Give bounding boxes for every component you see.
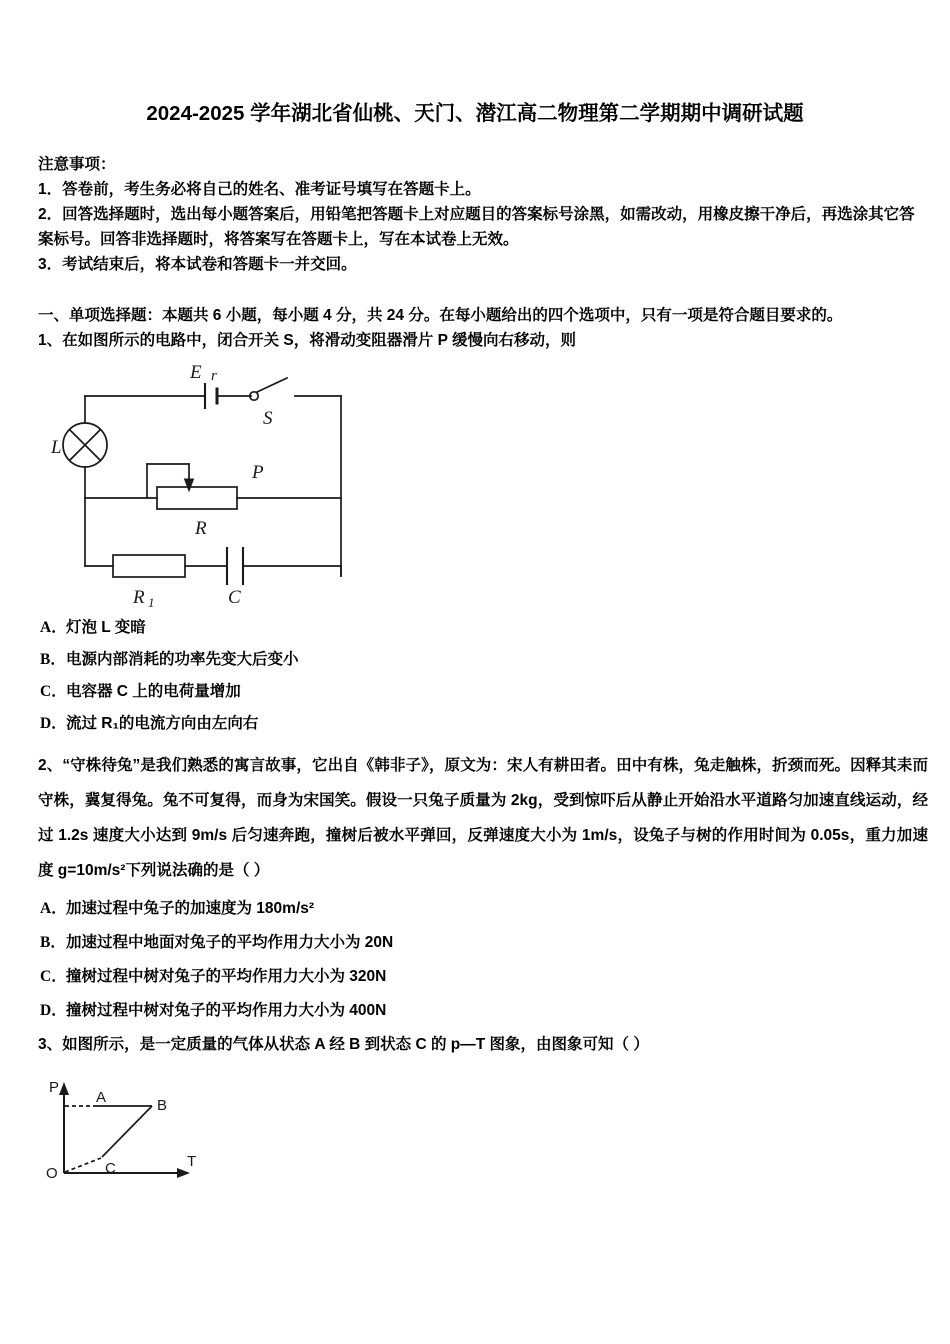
notes-block — [38, 152, 918, 277]
question-3-text: 如图所示，是一定质量的气体从状态 A 经 B 到状态 C 的 p—T 图象，由图象可知（ ） — [62, 1036, 649, 1053]
rheostat-body — [157, 487, 237, 509]
question-2-option-d — [40, 994, 660, 1028]
option-c-label: C． — [40, 683, 67, 700]
option-c-text: 撞树过程中树对兔子的平均作用力大小为 320N — [66, 968, 387, 985]
label-switch: S — [263, 408, 273, 429]
question-1-options — [40, 612, 640, 740]
question-2-option-a — [40, 892, 660, 926]
option-a-label: A． — [40, 900, 67, 917]
section-heading: 一、单项选择题：本题共 6 小题，每小题 4 分，共 24 分。在每小题给出的四个选项中，只有一项是符合题目要求的。 — [38, 307, 843, 324]
switch-blade — [257, 378, 287, 392]
question-1-option-c — [40, 676, 640, 708]
resistor-r1-body — [113, 555, 185, 577]
question-2-text: “守株待兔”是我们熟悉的寓言故事，它出自《韩非子》，原文为：宋人有耕田者。田中有株，兔走触株，折颈而死。因释其耒而守株，冀复得兔。兔不可复得，而身为宋国笑。假设一只兔子质量为 2kg，受到惊吓后从静止开始沿水平道路匀加速直线运动，经过 1.2s 速度大小达到 9m/s 后匀速奔跑，撞树后被水平弹回，反弹速度大小为 1m/s，设兔子与树的作用时间为 0.05s，重力加速度 g=10m/s²下列说法确的是（ ） — [38, 757, 928, 879]
option-d-label: D． — [40, 715, 67, 732]
segment-o-to-c-dashed — [65, 1158, 101, 1172]
option-a-text: 灯泡 L 变暗 — [66, 619, 146, 636]
label-lamp: L — [51, 437, 62, 458]
question-3-stem — [38, 1032, 928, 1057]
note-item-1 — [38, 177, 918, 202]
question-2-number: 2、 — [38, 757, 63, 774]
option-b-text: 电源内部消耗的功率先变大后变小 — [66, 651, 299, 668]
label-battery-internal-resistance: r — [211, 368, 217, 384]
question-3-pt-graph-figure — [40, 1078, 250, 1193]
page-title: 2024-2025 学年湖北省仙桃、天门、潜江高二物理第二学期期中调研试题 — [146, 102, 804, 125]
slider-arrow-head — [185, 479, 194, 491]
pt-graph-svg — [40, 1078, 250, 1193]
option-c-label: C． — [40, 968, 67, 985]
question-2-option-c — [40, 960, 660, 994]
axis-p-arrow — [59, 1082, 69, 1095]
option-d-label: D． — [40, 1002, 67, 1019]
point-label-a: A — [96, 1089, 107, 1106]
question-1-option-a — [40, 612, 640, 644]
option-c-text: 电容器 C 上的电荷量增加 — [66, 683, 241, 700]
option-b-text: 加速过程中地面对兔子的平均作用力大小为 20N — [66, 934, 394, 951]
question-2-option-b — [40, 926, 660, 960]
label-capacitor: C — [228, 587, 241, 608]
option-b-label: B． — [40, 934, 66, 951]
note-text-2: 2．回答选择题时，选出每小题答案后，用铅笔把答题卡上对应题目的答案标号涂黑，如需改动，用橡皮擦干净后，再选涂其它答案标号。回答非选择题时，将答案写在答题卡上，写在本试卷上无效。 — [38, 206, 915, 248]
option-b-label: B． — [40, 651, 66, 668]
question-1-option-b — [40, 644, 640, 676]
note-item-2 — [38, 202, 918, 252]
label-battery-emf: E — [190, 362, 202, 383]
question-2-options — [40, 892, 660, 1028]
question-2-stem — [38, 748, 928, 888]
label-rheostat: R — [195, 518, 207, 539]
circuit-diagram-svg — [45, 358, 375, 608]
label-resistor-r1-subscript: 1 — [148, 595, 155, 608]
point-label-b: B — [157, 1097, 168, 1114]
notes-heading: 注意事项： — [38, 156, 116, 173]
point-label-c: C — [105, 1160, 116, 1177]
question-1-text: 在如图所示的电路中，闭合开关 S，将滑动变阻器滑片 P 缓慢向右移动，则 — [62, 332, 576, 349]
question-1-option-d — [40, 708, 640, 740]
question-1-circuit-figure — [45, 358, 375, 608]
option-d-text: 撞树过程中树对兔子的平均作用力大小为 400N — [66, 1002, 387, 1019]
note-text-3: 3．考试结束后，将本试卷和答题卡一并交回。 — [38, 256, 357, 273]
question-3-number: 3、 — [38, 1036, 63, 1053]
option-a-label: A． — [40, 619, 67, 636]
option-a-text: 加速过程中兔子的加速度为 180m/s² — [66, 900, 315, 917]
segment-b-to-c — [102, 1106, 152, 1157]
label-slider: P — [252, 462, 264, 483]
option-d-text: 流过 R₁的电流方向由左向右 — [66, 715, 259, 732]
note-item-3 — [38, 252, 918, 277]
note-text-1: 1．答卷前，考生务必将自己的姓名、准考证号填写在答题卡上。 — [38, 181, 481, 198]
axis-label-t: T — [187, 1153, 197, 1170]
question-1-stem — [38, 328, 928, 353]
axis-label-origin: O — [46, 1165, 58, 1182]
axis-label-p: P — [49, 1079, 60, 1096]
question-1-number: 1、 — [38, 332, 63, 349]
label-resistor-r1: R — [133, 587, 145, 608]
